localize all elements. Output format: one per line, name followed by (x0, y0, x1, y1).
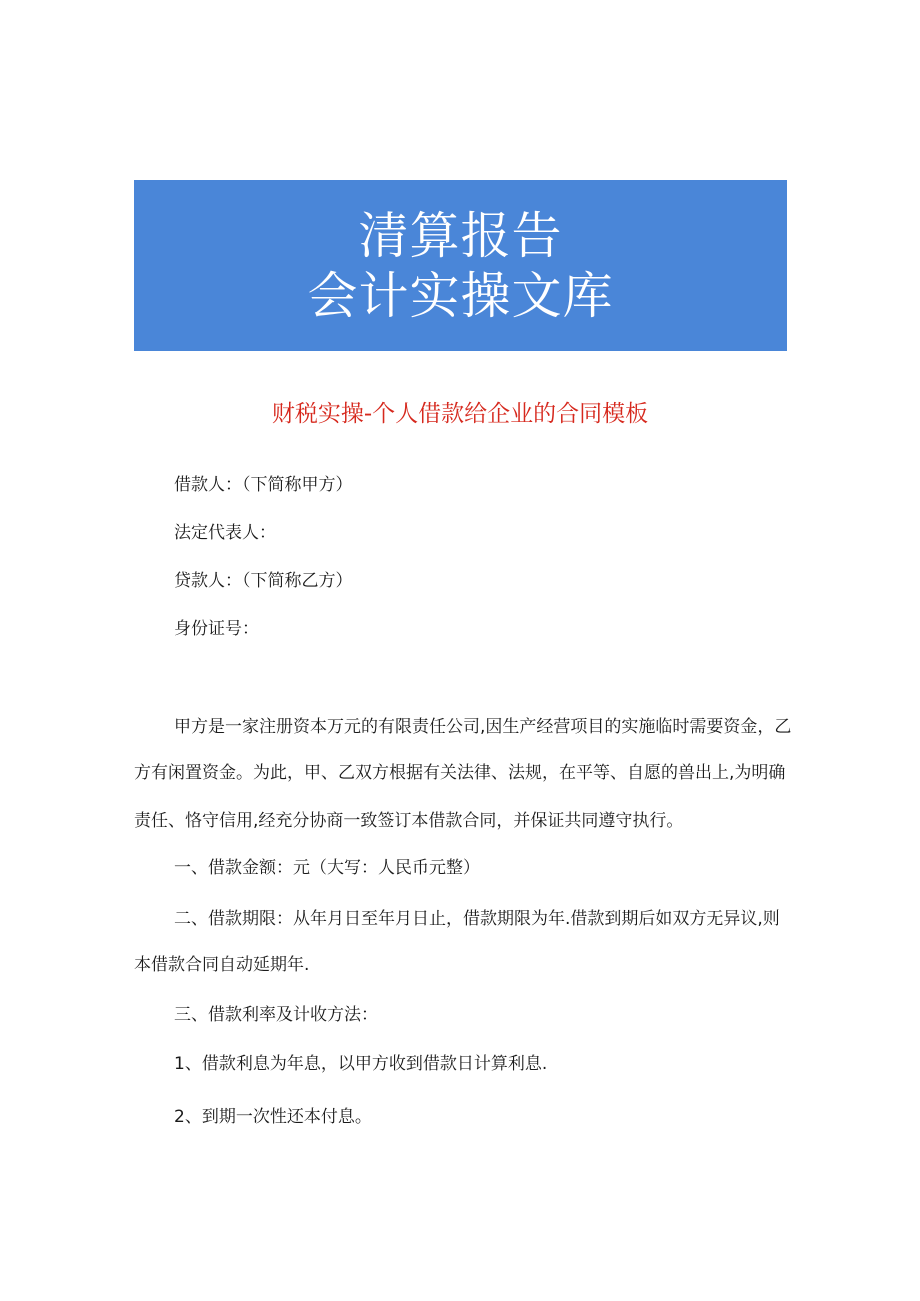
interest-item-1: 1、借款利息为年息，以甲方收到借款日计算利息. (174, 1054, 548, 1074)
borrower-field: 借款人：（下简称甲方） (174, 475, 353, 495)
intro-paragraph-line3: 责任、恪守信用,经充分协商一致签订本借款合同，并保证共同遵守执行。 (134, 811, 684, 831)
lender-field: 贷款人：（下简称乙方） (174, 571, 353, 591)
id-number-field: 身份证号： (174, 619, 259, 639)
clause-loan-term-line2: 本借款合同自动延期年. (134, 955, 310, 975)
clause-interest-method: 三、借款利率及计收方法： (174, 1005, 378, 1025)
banner-title-line2: 会计实操文库 (307, 266, 614, 325)
document-title: 财税实操-个人借款给企业的合同模板 (271, 401, 649, 427)
banner-title-line1: 清算报告 (358, 206, 563, 265)
interest-item-2: 2、到期一次性还本付息。 (174, 1107, 372, 1127)
legal-representative-field: 法定代表人： (174, 523, 276, 543)
intro-paragraph-line2: 方有闲置资金。为此，甲、乙双方根据有关法律、法规，在平等、自愿的兽出上,为明确 (134, 763, 786, 783)
intro-paragraph-line1: 甲方是一家注册资本万元的有限责任公司,因生产经营项目的实施临时需要资金，乙 (174, 717, 792, 737)
header-banner (134, 180, 787, 351)
clause-loan-amount: 一、借款金额：元（大写：人民币元整） (174, 858, 480, 878)
clause-loan-term-line1: 二、借款期限：从年月日至年月日止，借款期限为年.借款到期后如双方无异议,则 (174, 909, 780, 929)
